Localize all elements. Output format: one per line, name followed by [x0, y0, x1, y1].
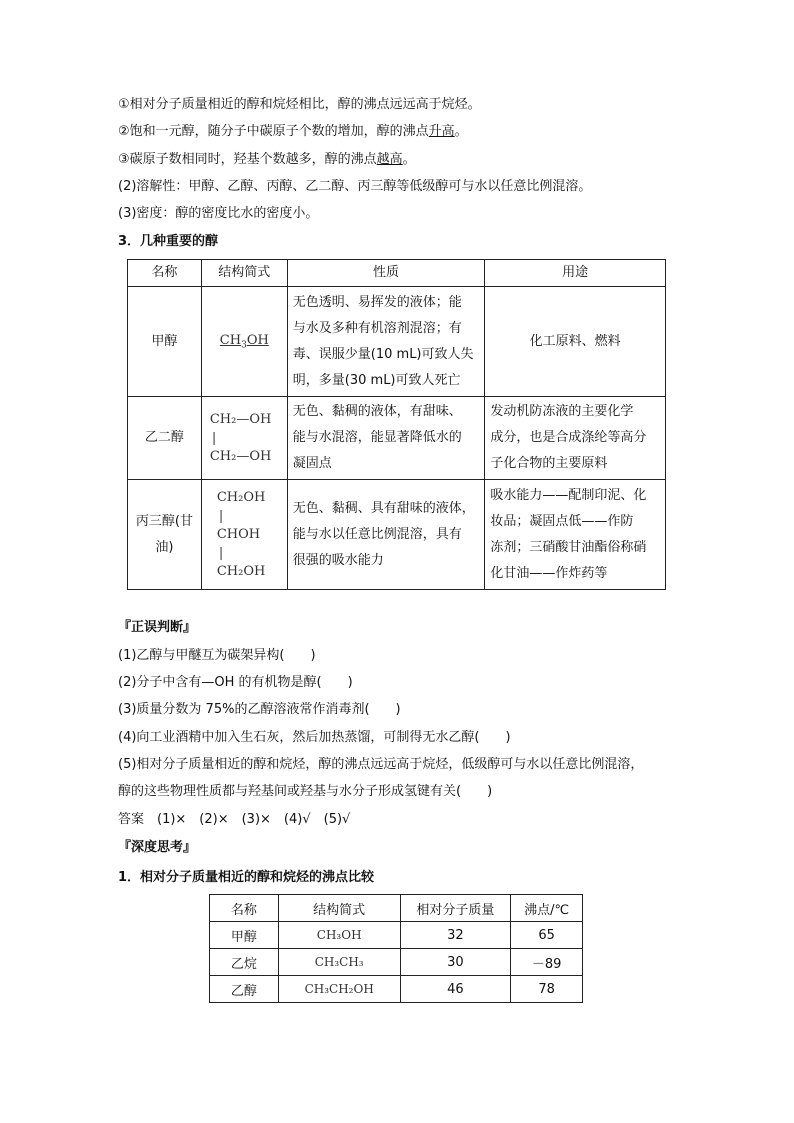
boiling-point-rule-2 — [118, 123, 468, 141]
bp-header-name: 名称 — [210, 895, 279, 922]
text-line: 明，多量(30 mL)可致人死亡 — [292, 372, 461, 388]
row-glycerol — [128, 480, 666, 590]
rule-2-text: ②饱和一元醇，随分子中碳原子个数的增加，醇的沸点 — [118, 124, 429, 139]
judgment-item-5: (5)相对分子质量相近的醇和烷烃，醇的沸点远远高于烷烃，低级醇可与水以任意比例混溶， — [118, 757, 644, 772]
cell-boiling: 65 — [511, 922, 583, 949]
formula-line: CH₂—OH — [209, 448, 272, 464]
bp-header-mass: 相对分子质量 — [400, 895, 511, 922]
bp-header-boiling: 沸点/℃ — [511, 895, 583, 922]
glycerol-properties — [287, 480, 485, 590]
header-properties: 性质 — [287, 260, 485, 287]
cell-boiling: 78 — [511, 976, 583, 1003]
deep-thinking-title-text: 深度思考 — [131, 840, 184, 855]
cell-formula: CH₃OH — [278, 922, 400, 949]
judgment-title: 『正误判断』 — [118, 620, 197, 635]
cell-formula: CH₃CH₃ — [278, 949, 400, 976]
formula-line: CH₂OH — [216, 489, 266, 505]
question-1: 1．相对分子质量相近的醇和烷烃的沸点比较 — [118, 870, 375, 885]
judgment-item-5-cont: 醇的这些物理性质都与羟基间或羟基与水分子形成氢键有关( ) — [118, 784, 493, 799]
cell-name: 乙烷 — [210, 949, 279, 976]
table-row — [210, 949, 583, 976]
text-line: 很强的吸水能力 — [292, 552, 384, 568]
ethylene-glycol-uses — [485, 397, 666, 480]
density-paragraph: (3)密度：醇的密度比水的密度小。 — [118, 206, 319, 221]
methanol-formula: $CH_3OH$ — [201, 287, 287, 397]
rule-3-answer: 越高 — [376, 152, 403, 167]
judgment-item-1: (1)乙醇与甲醚互为碳架异构( ) — [118, 648, 316, 663]
bp-header-formula: 结构简式 — [278, 895, 400, 922]
table-row — [210, 976, 583, 1003]
cell-mass: 32 — [400, 922, 511, 949]
text-line: 无色、黏稠的液体，有甜味、 — [292, 404, 462, 419]
section-3-heading: 3．几种重要的醇 — [118, 234, 219, 249]
row-methanol — [128, 287, 666, 397]
text-line: 能与水混溶，能显著降低水的 — [292, 430, 462, 445]
header-name: 名称 — [128, 260, 202, 287]
formula-line: CH₂—OH — [209, 411, 272, 427]
solubility-paragraph: (2)溶解性：甲醇、乙醇、丙醇、乙二醇、丙三醇等低级醇可与水以任意比例混溶。 — [118, 179, 592, 194]
cell-formula: CH₃CH₂OH — [278, 976, 400, 1003]
judgment-item-3: (3)质量分数为 75%的乙醇溶液常作消毒剂( ) — [118, 702, 401, 717]
text-line: 妆品；凝固点低——作防 — [490, 513, 634, 529]
formula-bond: | — [211, 430, 217, 446]
boiling-point-table — [209, 894, 583, 1003]
boiling-table-header — [210, 895, 583, 922]
alcohols-table-header — [128, 260, 666, 287]
cell-mass: 46 — [400, 976, 511, 1003]
judgment-title-text: 正误判断 — [131, 620, 184, 635]
text-line: 毒、误服少量(10 mL)可致人失 — [292, 346, 474, 362]
formula-line: CHOH — [216, 526, 261, 542]
text-line: 成分，也是合成涤纶等高分 — [490, 430, 647, 445]
glycerol-name — [128, 480, 202, 590]
text-line: 发动机防冻液的主要化学 — [490, 404, 634, 419]
text-line: 化甘油——作炸药等 — [490, 565, 608, 581]
cell-name: 乙醇 — [210, 976, 279, 1003]
text-line: 与水及多种有机溶剂混溶；有 — [292, 320, 462, 336]
text-line: 无色透明、易挥发的液体；能 — [292, 294, 462, 310]
text-line: 无色、黏稠、具有甜味的液体， — [292, 500, 475, 516]
text-line: 油) — [155, 539, 174, 555]
table-row — [210, 922, 583, 949]
formula-bond: | — [218, 545, 224, 561]
row-ethylene-glycol — [128, 397, 666, 480]
methanol-name: 甲醇 — [128, 287, 202, 397]
cell-boiling: －89 — [511, 949, 583, 976]
header-formula: 结构简式 — [201, 260, 287, 287]
text-line: 凝固点 — [292, 456, 332, 471]
methanol-properties — [287, 287, 485, 397]
rule-3-end: 。 — [402, 152, 416, 167]
text-line: 丙三醇(甘 — [135, 513, 193, 529]
formula-line: CH₂OH — [216, 563, 266, 579]
glycerol-uses — [485, 480, 666, 590]
boiling-point-rule-3 — [118, 151, 416, 169]
judgment-item-4: (4)向工业酒精中加入生石灰，然后加热蒸馏，可制得无水乙醇( ) — [118, 730, 511, 745]
ethylene-glycol-properties — [287, 397, 485, 480]
cell-mass: 30 — [400, 949, 511, 976]
judgment-item-2: (2)分子中含有—OH 的有机物是醇( ) — [118, 675, 353, 690]
rule-3-text: ③碳原子数相同时，羟基个数越多，醇的沸点 — [118, 152, 377, 167]
text-line: 子化合物的主要原料 — [490, 456, 608, 471]
judgment-answer: 答案 (1)× (2)× (3)× (4)√ (5)√ — [118, 812, 351, 827]
text-line: 能与水以任意比例混溶，具有 — [292, 526, 462, 542]
ethylene-glycol-name: 乙二醇 — [128, 397, 202, 480]
text-line: 吸水能力——配制印泥、化 — [490, 487, 647, 503]
glycerol-formula — [201, 480, 287, 590]
text-line: 冻剂；三硝酸甘油酯俗称硝 — [490, 539, 647, 555]
header-uses: 用途 — [485, 260, 666, 287]
boiling-point-rule-1: ①相对分子质量相近的醇和烷烃相比，醇的沸点远远高于烷烃。 — [118, 97, 481, 112]
alcohols-table — [127, 259, 666, 590]
rule-2-end: 。 — [454, 124, 468, 139]
formula-bond: | — [218, 508, 224, 524]
methanol-uses: 化工原料、燃料 — [485, 287, 666, 397]
rule-2-answer: 升高 — [428, 124, 455, 139]
ethylene-glycol-formula — [201, 397, 287, 480]
cell-name: 甲醇 — [210, 922, 279, 949]
deep-thinking-title: 『深度思考』 — [118, 840, 197, 855]
